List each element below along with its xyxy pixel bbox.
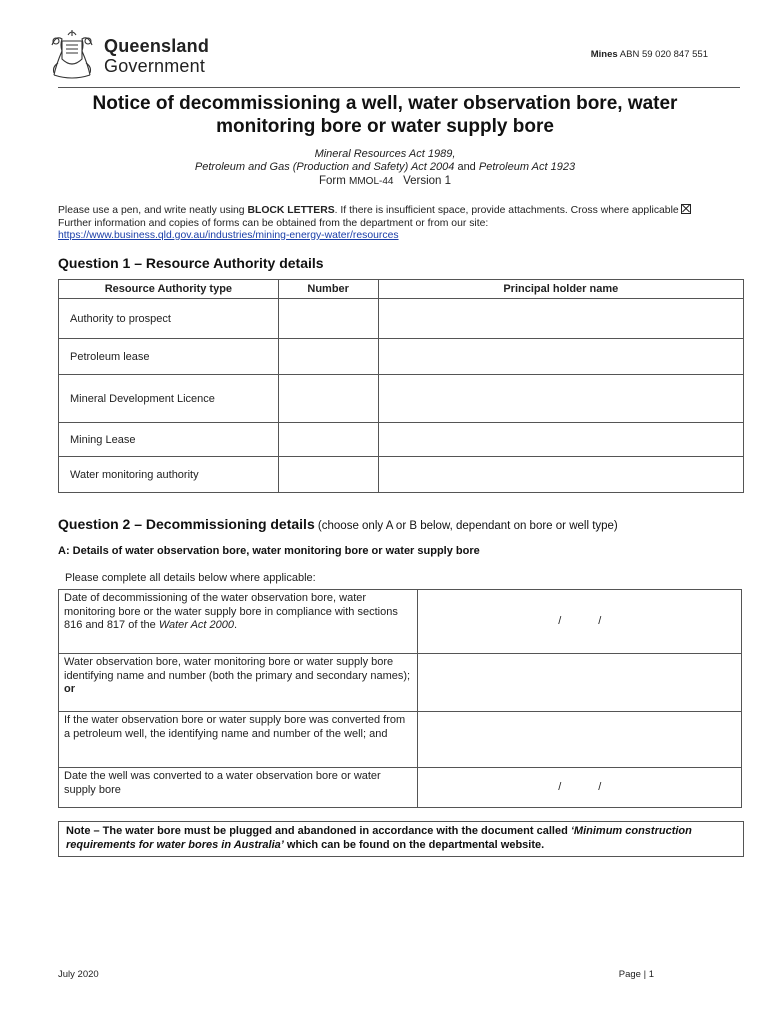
authority-type-label: Mineral Development Licence <box>59 375 279 423</box>
authority-number-field[interactable] <box>278 457 378 493</box>
instructions-text-2: . If there is insufficient space, provide attachments. Cross where applicable <box>334 205 679 216</box>
date-separator: / <box>598 780 602 793</box>
footer-page-number: Page | 1 <box>618 969 654 980</box>
question-2-title: Question 2 – Decommissioning details <box>58 516 315 532</box>
decommission-date-field[interactable] <box>418 590 742 654</box>
department-name: Mines <box>590 49 618 60</box>
logo-text-government: Government <box>104 56 206 76</box>
column-header-type: Resource Authority type <box>59 280 279 299</box>
table-row <box>59 375 744 423</box>
bore-identifier-label <box>59 654 418 712</box>
label-text: Water observation bore, water monitoring bore or water supply bore identifying name and number (both the primary and secondary names); <box>64 656 411 682</box>
decommissioning-details-table <box>58 589 742 808</box>
authority-type-label: Authority to prospect <box>59 299 279 339</box>
act-petroleum: Petroleum Act 1923 <box>478 161 576 173</box>
question-1-heading: Question 1 – Resource Authority details <box>58 255 324 271</box>
table-row <box>59 423 744 457</box>
principal-holder-field[interactable] <box>378 423 743 457</box>
act-petroleum-gas: Petroleum and Gas (Production and Safety) Act 2004 <box>194 161 455 173</box>
label-text: Date of decommissioning of the water observation bore, water monitoring bore or the water supply bore in compliance with sections 816 and 817 of the <box>64 592 398 631</box>
principal-holder-field[interactable] <box>378 375 743 423</box>
table-row <box>59 712 742 768</box>
abn-number: ABN 59 020 847 551 <box>619 49 708 60</box>
date-separator: / <box>558 614 562 627</box>
title-line-1: Notice of decommissioning a well, water observation bore, water <box>92 93 678 114</box>
table-row <box>59 457 744 493</box>
note-text-2: which can be found on the departmental website. <box>283 839 545 851</box>
converted-well-field[interactable] <box>418 712 742 768</box>
label-end: . <box>234 619 238 631</box>
instructions <box>58 204 718 243</box>
conversion-date-label: Date the well was converted to a water observation bore or water supply bore <box>59 768 418 808</box>
form-code: MMOL-44 <box>349 176 394 187</box>
principal-holder-field[interactable] <box>378 299 743 339</box>
authority-type-label: Petroleum lease <box>59 339 279 375</box>
converted-well-label: If the water observation bore or water supply bore was converted from a petroleum well, the identifying name and number of the well; and <box>59 712 418 768</box>
crossed-checkbox-icon <box>681 204 691 214</box>
question-2-heading <box>58 516 618 532</box>
table-row <box>59 768 742 808</box>
act-line-1: Mineral Resources Act 1989, <box>314 148 456 160</box>
label-or: or <box>64 683 75 695</box>
authority-number-field[interactable] <box>278 299 378 339</box>
note-box <box>58 821 744 857</box>
authority-type-label: Water monitoring authority <box>59 457 279 493</box>
authority-number-field[interactable] <box>278 375 378 423</box>
note-text-1: Note – The water bore must be plugged and abandoned in accordance with the document called <box>66 825 571 837</box>
header-divider <box>58 87 740 88</box>
principal-holder-field[interactable] <box>378 339 743 375</box>
footer-date: July 2020 <box>58 969 99 980</box>
table-row <box>59 590 742 654</box>
instructions-text-1: Please use a pen, and write neatly using <box>58 205 248 216</box>
water-act-italic: Water Act 2000 <box>158 619 235 631</box>
page-title <box>40 92 730 138</box>
department-abn <box>591 49 708 60</box>
please-complete-text: Please complete all details below where applicable: <box>65 572 316 584</box>
logo-text-queensland: Queensland <box>104 36 210 56</box>
instructions-text-3: Further information and copies of forms can be obtained from the department or from our site: <box>58 217 489 229</box>
authority-number-field[interactable] <box>278 339 378 375</box>
resource-authority-table <box>58 279 744 493</box>
legislation-block <box>0 148 770 188</box>
date-separator: / <box>598 614 602 627</box>
bore-identifier-field[interactable] <box>418 654 742 712</box>
decommission-date-label <box>59 590 418 654</box>
form-version: Version 1 <box>403 175 452 187</box>
resources-link[interactable]: https://www.business.qld.gov.au/industries/mining-energy-water/resources <box>58 230 399 241</box>
table-row <box>59 339 744 375</box>
date-separator: / <box>558 780 562 793</box>
conversion-date-field[interactable] <box>418 768 742 808</box>
authority-number-field[interactable] <box>278 423 378 457</box>
authority-type-label: Mining Lease <box>59 423 279 457</box>
act-and: and <box>454 161 479 173</box>
question-2-subtitle: (choose only A or B below, dependant on bore or well type) <box>314 520 618 532</box>
table-row <box>59 299 744 339</box>
table-row <box>59 654 742 712</box>
section-a-heading: A: Details of water observation bore, water monitoring bore or water supply bore <box>58 545 480 557</box>
note-document-title: ‘Minimum construction requirements for water bores in Australia’ <box>66 825 692 851</box>
title-line-2: monitoring bore or water supply bore <box>216 116 554 137</box>
column-header-holder: Principal holder name <box>378 280 743 299</box>
queensland-government-logo <box>44 27 224 83</box>
form-prefix: Form <box>318 175 350 187</box>
principal-holder-field[interactable] <box>378 457 743 493</box>
coat-of-arms-icon <box>44 27 100 83</box>
instructions-bold: BLOCK LETTERS <box>247 205 335 216</box>
column-header-number: Number <box>278 280 378 299</box>
